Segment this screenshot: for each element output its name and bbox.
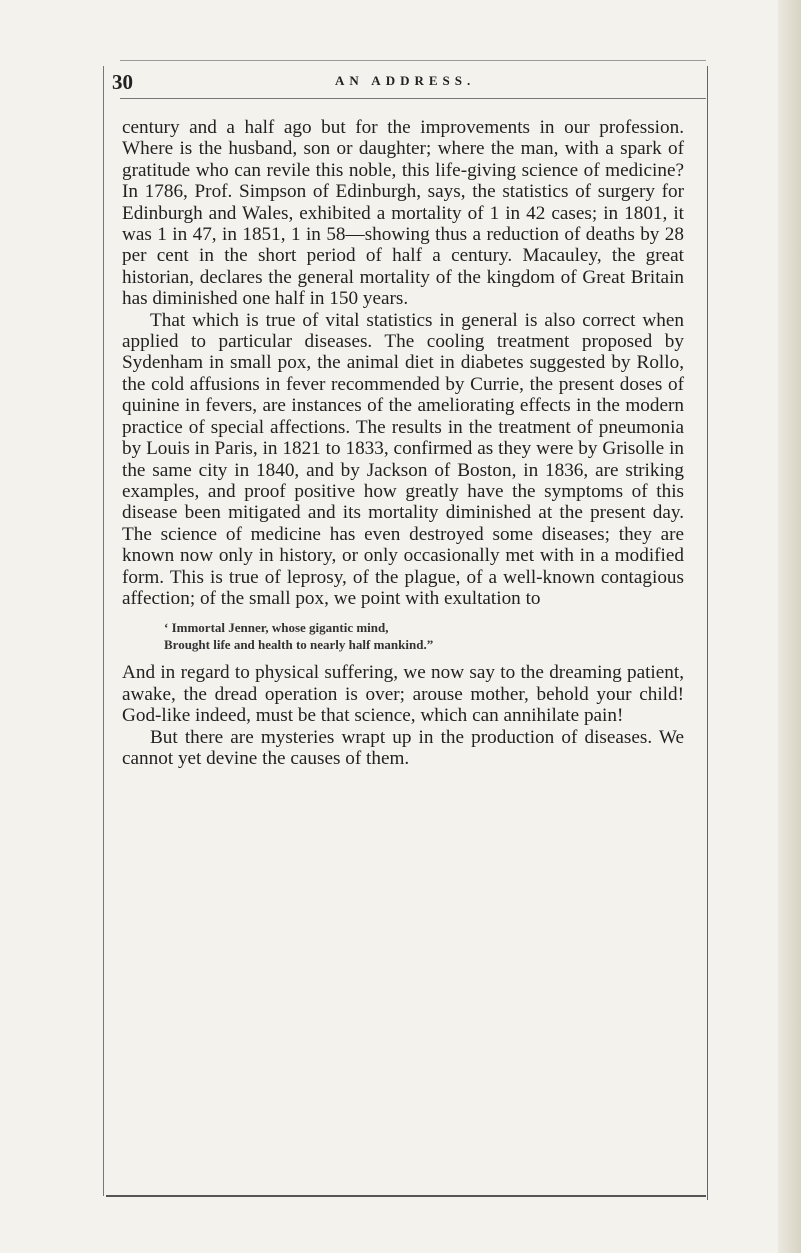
page-right-edge [707,66,708,1200]
running-head: AN ADDRESS. [335,73,476,88]
page-left-edge [103,66,104,1196]
body-text [122,117,684,769]
paragraph-vital-statistics: That which is true of vital statistics in general is also correct when applied to particular diseases. The cooling treatment proposed by Sydenham in small pox, the animal diet in diabetes suggested by Rollo, the cold affusions in fever recommended by Currie, the present doses of quinine in fevers, are instances of the ameliorating effects in the modern practice of special affections. The results in the treatment of pneumonia by Louis in Paris, in 1821 to 1833, confirmed as they were by Grisolle in the same city in 1840, and by Jackson of Boston, in 1836, are striking examples, and proof positive how greatly have the symptoms of this disease been mitigated and its mortality diminished at the present day. The science of medicine has even destroyed some diseases; they are known now only in history, or only occasionally met with in a modified form. This is true of leprosy, of the plague, of a well-known contagious affection; of the small pox, we point with exultation to [122,309,684,609]
paragraph-physical-suffering: And in regard to physical suffering, we now say to the dreaming patient, awake, the dread operation is over; arouse mother, behold your child! God-like indeed, must be that science, which can annihilate pain! [122,662,684,727]
binding-shadow [778,0,801,1253]
page-number: 30 [112,70,133,94]
verse-quote [122,619,684,653]
page-top-edge [120,60,706,61]
paragraph-continued: century and a half ago but for the improvements in our profession. Where is the husband, son or daughter; where the man, with a spark of gratitude who can revile this noble, this life-giving science of medicine? In 1786, Prof. Simpson of Edinburgh, says, the statistics of surgery for Edinburgh and Wales, exhibited a mortality of 1 in 42 cases; in 1801, it was 1 in 47, in 1851, 1 in 58—showing thus a reduction of deaths by 28 per cent in the short period of half a century. Macauley, the great historian, declares the general mortality of the kingdom of Great Britain has diminished one half in 150 years. [122,117,684,310]
header-rule [120,98,706,99]
page-bottom-edge [106,1195,706,1197]
quote-line-2: Brought life and health to nearly half mankind.” [164,637,434,653]
paragraph-mysteries: But there are mysteries wrapt up in the production of diseases. We cannot yet devine the causes of them. [122,726,684,769]
quote-line-1: ‘ Immortal Jenner, whose gigantic mind, [164,620,389,636]
